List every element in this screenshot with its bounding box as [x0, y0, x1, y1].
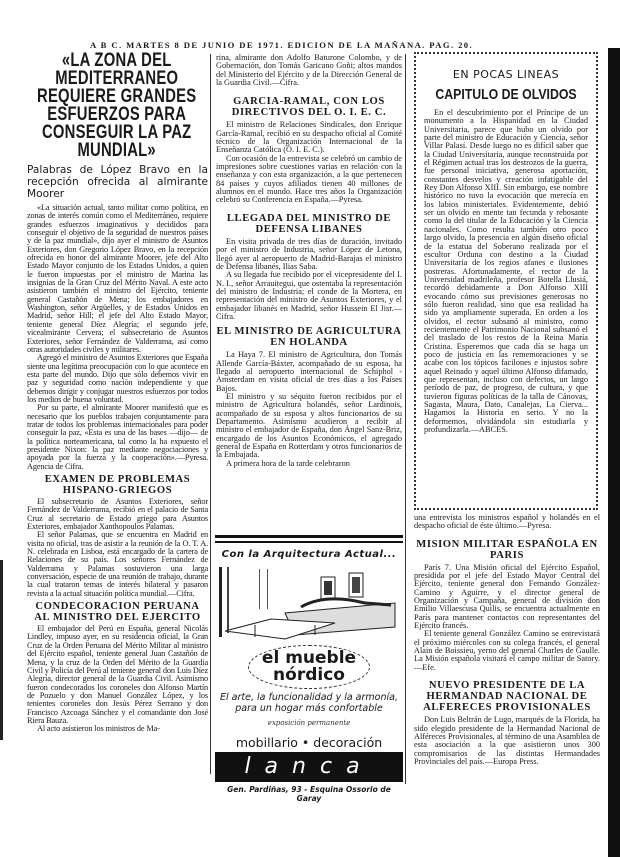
article-body-llegada — [216, 238, 402, 321]
section-heading-condecoracion: CONDECORACION PERUANA AL MINISTRO DEL EJERCITO — [34, 601, 201, 624]
ad-slogan: El arte, la funcionalidad y la armonía, para un hogar más confortable — [220, 692, 398, 714]
paragraph: rina, almirante don Adolfo Baturone Colombo, y de Gobernación, don Tomás Garicano Goñi; altos mandos del Ministerio del Ejército y de la Dirección General de la Guardia Civil.—Cifra. — [216, 54, 402, 88]
paragraph: El teniente general González Camino se entrevistará el próximo miércoles con su colega francés, el general Alain de Boissieu, yerno del general Charles de Gaulle. La Misión española visitará el campo militar de Satory.—Efe. — [414, 629, 600, 672]
paragraph: El subsecretario de Asuntos Exteriores, señor Fernández de Valderrama, recibió en el palacio de Santa Cruz al secretario de Estado griego para Asuntos Exteriores, embajador Xanthopoulos Palamas. — [27, 497, 208, 532]
en-pocas-lineas-box — [414, 52, 598, 510]
ad-top-rules — [215, 535, 403, 543]
section-heading-nuevo-presidente: NUEVO PRESIDENTE DE LA HERMANDAD NACIONAL DE ALFERECES PROVISIONALES — [423, 680, 591, 714]
continued-text — [216, 54, 402, 87]
page-edge-left — [0, 560, 3, 740]
paragraph: Agregó el ministro de Asuntos Exteriores que España siente una legítima preocupación con lo que acontece en esta parte del mundo. Dijo que sólo debemos vivir en paz y seguridad como nación independiente y que debemos dirigir y conjugar nuestros esfuerzos por todos los medios de buena voluntad. — [27, 353, 208, 404]
lead-article-body — [27, 204, 208, 471]
paragraph: La Haya 7. El ministro de Agricultura, don Tomás Allende García-Báxter, acompañado de su esposa, ha llegado al aeropuerto internacional de Schiphol - Amsterdam en visita oficial de tres días a los Países Bajos. — [216, 350, 402, 393]
article-body-condecoracion — [27, 625, 208, 733]
page-edge-right — [608, 48, 620, 857]
section-heading-agricultura: EL MINISTRO DE AGRICULTURA EN HOLANDA — [216, 326, 402, 349]
column-rule-right — [405, 54, 406, 784]
paragraph: «La situación actual, tanto militar como política, en zonas de interés común como el Mediterráneo, requiere grandes esfuerzos imaginativos y decididos para conseguir el objetivo de la seguridad de nuestros países y de la paz mundial», dijo ayer el ministro de Asuntos Exteriores, don Gregorio López Bravo, en la recepción ofrecida en honor del almirante Moorer, jefe del Alto Estado Mayor conjunto de los Estados Unidos, a quien le fueron impuestas por el ministro de Marina las insignias de la Gran Cruz del Mérito Naval. A este acto asistieron también el ministro del Ejército, teniente general Castañón de Mena; los embajadores en Washington, señor Argüelles, y de Estados Unidos en Madrid, señor Hill; el jefe del Alto Estado Mayor, teniente general Díez Alegría; el segundo jefe, vicealmirante Cervera; el subsecretario de Asuntos Exteriores, señor Fernández de Valderrama, así como otras autoridades civiles y militares. — [27, 203, 208, 354]
article-body-examen — [27, 498, 208, 598]
ad-store-logo: lanca — [215, 752, 403, 782]
furniture-advertisement — [215, 535, 403, 803]
paragraph: Don Luis Beltrán de Lugo, marqués de la Florida, ha sido elegido presidente de la Hermandad Nacional de Alféreces Provisionales, al término de una Asamblea de esta asociación a la que asistieron unos 300 compromisarios de las distintas Hermandades Provinciales del país.—Europa Press. — [414, 715, 600, 766]
ad-brand-name: el mueble nórdico — [248, 645, 370, 689]
continued-text — [414, 514, 600, 531]
paragraph: A su llegada fue recibido por el vicepresidente del I. N. I., señor Arrauitegui, que ostentaba la representación del ministro de Industria; el conde de la Mortera, en representación del ministro de Asuntos Exteriores, y el embajador libanés en Madrid, señor Hussein El Jisr.—Cifra. — [216, 270, 402, 321]
lead-subhead: Palabras de López Bravo en la recepción ofrecida al almirante Moorer — [27, 164, 208, 200]
right-column-lower — [414, 514, 600, 814]
ad-category: mobillario • decoración — [235, 735, 383, 750]
left-column — [27, 52, 208, 734]
article-body-nuevo-presidente — [414, 716, 600, 766]
box-body — [424, 109, 588, 434]
paragraph: El señor Palamas, que se encuentra en Madrid en visita no oficial, tras de asistir a la reunión de la O. T. A. N. celebrada en Lisboa, está encargado de la cartera de Relaciones de su país. Los señores Fernández de Valderrama y Palamas sostuvieron una larga conversación, especie de una reunión de trabajo, durante la cual trataron temas de interés bilateral y pasaron revista a la actual situación política mundial.—Cifra. — [27, 530, 208, 598]
paragraph: El ministro y su séquito fueron recibidos por el ministro de Agricultura holandés, señor Lardinois, acompañado de su esposa y altos funcionarios de su Departamento. Asimismo acudieron a recibir al ministro el embajador de España, don Ángel Sanz-Briz, encargado de los Asuntos Económicos, el agregado general de España en Rotterdam y otros funcionarios de la Embajada. — [216, 391, 402, 460]
paragraph: El embajador del Perú en España, general Nicolás Lindley, impuso ayer, en su residencia oficial, la Gran Cruz de la Orden Peruana del Mérito Militar al ministro del Ejército español, teniente general Juan Castañón de Mena, y la cruz de la Orden del Mérito de la Guardia Civil y Policía del Perú al teniente general don Luis Díez Alegría, director general de la Guardia Civil. Asimismo fueron condecorados los coroneles don Alfonso Martín de Pozuelo y don Manuel González López, y los tenientes coroneles don Jesús Pérez Serrano y don Francisco Azcoaga Sánchez y el comandante don José Riera Bauza. — [27, 624, 208, 725]
article-body-mision — [414, 564, 600, 672]
living-room-illustration — [215, 563, 403, 641]
paragraph: En el descubrimiento por el Príncipe de un monumento a la Hispanidad en la Ciudad Universitaria, parece que hubo un olvido por parte del ministro de Educación y Ciencia, señor Villar Palasí. Desde luego no es difícil saber que la Ciudad Universitaria, aunque reconstruida por el Régimen actual tras los destrozos de la guerra, fue personal iniciativa, generosa aportación, constantes desvelos y creación infatigable del Rey Don Alfonso XIII. Sin embargo, ese nombre histórico no tuvo la evocación que merecía en los labios ministeriales. Evidentemente, debió ser un olvido en mente tan fecunda y rebosante como la del titular de la Educación y la Ciencia nacionales. Como resulta también otro poco largo olvido, la presencia en algún diseño oficial de la estatua del Soberano realizada por el escultor Orduna con destino a la Ciudad Universitaria de los regios afanes e ilusiones postreras. Afortunadamente, el rector de la Universidad madrileña, profesor Botella Llusiá, recordó debidamente a Don Alfonso XIII evocando cómo sus previsiones generosas no sólo fueron realidad, sino que esa realidad ha sido ya ampliamente superada. En orden a los olvidos, el rector subsanó al ministro, como recientemente el Patrimonio Nacional subsanó el del traslado de los restos de la Reina María Cristina. Esperemos que cada día se haga un poco de justicia en las rememoraciones y se acabe con los tópicos facilones e injustos sobre aquel Reinado y aquel último Alfonso difamado, que representan, incluso con defectos, un largo período de paz, de progreso, de cultura, y que tuvieron figuras políticas de la talla de Cánovas, Sagasta, Maura, Dato, Canalejas, La Cierva... Hagamos la Historia en serio. Y no la deformemos, olvidándola sin estudiarla y profundizarla.—ABCES. — [424, 108, 588, 435]
column-rule-left — [210, 54, 211, 774]
section-heading-llegada: LLEGADA DEL MINISTRO DE DEFENSA LIBANES — [226, 212, 392, 235]
box-title: CAPITULO DE OLVIDOS — [435, 86, 577, 103]
paragraph: Al acto asistieron los ministros de Ma- — [37, 724, 160, 734]
paragraph: El ministro de Relaciones Sindicales, don Enrique García-Ramal, recibió en su despacho oficial al Comité técnico de la Organización Internacional de la Enseñanza Católica (O. I. E. C.). — [216, 120, 402, 155]
section-heading-garcia-ramal: GARCIA-RAMAL, CON LOS DIRECTIVOS DEL O. I. E. C. — [231, 96, 387, 119]
paragraph: Con ocasión de la entrevista se celebró un cambio de impresiones sobre cuestiones varias en relación con la enseñanza y con esta organización, a la que pertenecen 84 países y cuyos afiliados tienen 40 millones de alumnos en el mundo. Hace tres años la Organización celebró su Conferencia en España.—Pyresa. — [216, 153, 402, 205]
paragraph: una entrevista los ministros español y holandés en el despacho oficial de éste último.—Pyresa. — [414, 514, 600, 531]
ad-tagline: Con la Arquitectura Actual... — [221, 549, 397, 560]
box-kicker: EN POCAS LINEAS — [452, 68, 560, 81]
ad-address: Gen. Pardiñas, 93 - Esquina Ossorio de Garay — [227, 785, 391, 803]
lead-headline: «LA ZONA DEL MEDITERRANEO REQUIERE GRANDES ESFUERZOS PARA CONSEGUIR LA PAZ MUNDIAL» — [37, 50, 197, 161]
paragraph: En visita privada de tres días de duración, invitado por el ministro de Industria, señor López de Letona, llegó ayer al aeropuerto de Madrid-Barajas el ministro de Defensa libanés, Ilias Saba. — [216, 236, 402, 271]
paragraph: A primera hora de la tarde celebraron — [226, 458, 350, 468]
middle-column — [216, 54, 402, 532]
paragraph: París 7. Una Misión oficial del Ejército Español, presidida por el jefe del Estado Mayor Central del Ejército, teniente general don Fernando González-Camino y Aguirre, y el director general de Organización y Campaña, general de división don Emilio Villaescusa Quilis, se encuentra actualmente en París para mantener contactos con representantes del Ejército francés. — [414, 562, 600, 631]
section-heading-mision: MISION MILITAR ESPAÑOLA EN PARIS — [416, 538, 598, 561]
article-body-garcia-ramal — [216, 121, 402, 204]
page-header: A B C. MARTES 8 DE JUNIO DE 1971. EDICION DE LA MAÑANA. PAG. 20. — [90, 40, 474, 50]
paragraph: Por su parte, el almirante Moorer manifestó que es necesario que los pueblos trabajen conjuntamente para tratar de todos los problemas internacionales para poder conseguir la paz, «Esta es una de las bases —dijo— de la política norteamericana, tal como la ha expuesto el presidente Nixon: la paz mediante negociaciones y apoyada por la fuerza y la cooperación».—Pyresa. Agencia de Cifra. — [27, 403, 208, 471]
section-heading-examen: EXAMEN DE PROBLEMAS HISPANO-GRIEGOS — [44, 474, 191, 496]
ad-signature: exposición permanente — [267, 719, 351, 727]
article-body-agricultura — [216, 351, 402, 468]
